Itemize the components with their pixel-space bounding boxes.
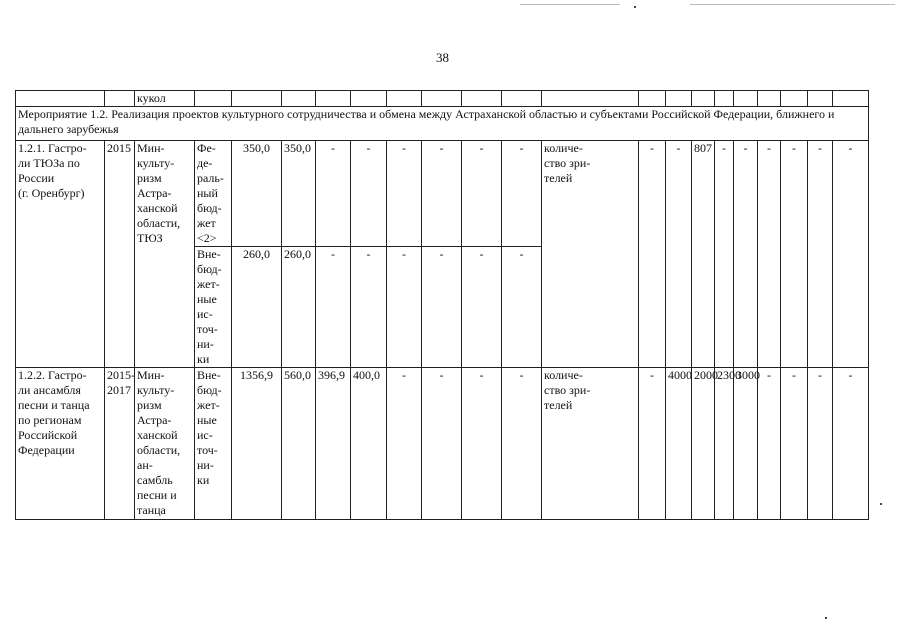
funding-total: 350,0 (232, 141, 282, 247)
target-value: - (734, 141, 758, 368)
target-value: - (833, 368, 869, 520)
target-value: - (808, 141, 833, 368)
funding-source: Вне- бюд- жет- ные ис- точ- ни- ки (195, 368, 232, 520)
funding-year-value: - (422, 247, 462, 368)
funding-year-value: 350,0 (282, 141, 316, 247)
indicator-name: количе- ство зри- телей (542, 141, 639, 368)
target-value: - (833, 141, 869, 368)
funding-year-value: - (351, 247, 387, 368)
funding-year-value: 260,0 (282, 247, 316, 368)
funding-year-value: 400,0 (351, 368, 387, 520)
funding-year-value: - (422, 368, 462, 520)
target-value: - (808, 368, 833, 520)
target-value: 2300 (715, 368, 734, 520)
scan-speck (825, 617, 827, 619)
target-value: - (781, 368, 808, 520)
funding-source: Фе- де- раль- ный бюд- жет <2> (195, 141, 232, 247)
target-value: 2000 (692, 368, 715, 520)
scan-edge-line (520, 4, 620, 5)
target-value: - (758, 368, 781, 520)
funding-year-value: - (462, 141, 502, 247)
funding-year-value: - (422, 141, 462, 247)
indicator-name: количе- ство зри- телей (542, 368, 639, 520)
activity-title: 1.2.1. Гастро- ли ТЮЗа по России (г. Оренбург) (16, 141, 105, 368)
scan-speck (634, 6, 636, 8)
funding-year-value: - (387, 247, 422, 368)
scan-speck (880, 503, 882, 505)
funding-year-value: - (351, 141, 387, 247)
funding-source: Вне- бюд- жет- ные ис- точ- ни- ки (195, 247, 232, 368)
activity-years: 2015- 2017 (105, 368, 135, 520)
funding-year-value: - (462, 368, 502, 520)
funding-year-value: - (316, 247, 351, 368)
target-value: - (758, 141, 781, 368)
funding-total: 1356,9 (232, 368, 282, 520)
target-value: 807 (692, 141, 715, 368)
target-value: - (715, 141, 734, 368)
funding-total: 260,0 (232, 247, 282, 368)
target-value: - (666, 141, 692, 368)
target-value: 3000 (734, 368, 758, 520)
page-number: 38 (436, 50, 449, 65)
section-header: Мероприятие 1.2. Реализация проектов культурного сотрудничества и обмена между Астраханской областью и субъектами Российской Федерации, ближнего и дальнего зарубежья (16, 107, 869, 141)
activity-executor: Мин- культу- ризм Астра- ханской области, ТЮЗ (135, 141, 195, 368)
scan-edge-line (690, 4, 895, 5)
funding-year-value: - (387, 368, 422, 520)
target-value: - (639, 141, 666, 368)
table-row (16, 141, 869, 247)
funding-year-value: 396,9 (316, 368, 351, 520)
carry-over-row (16, 91, 869, 107)
funding-year-value: - (502, 141, 542, 247)
funding-year-value: 560,0 (282, 368, 316, 520)
target-value: 4000 (666, 368, 692, 520)
section-header-row (16, 107, 869, 141)
funding-year-value: - (502, 247, 542, 368)
funding-year-value: - (316, 141, 351, 247)
funding-year-value: - (502, 368, 542, 520)
funding-year-value: - (387, 141, 422, 247)
activity-years: 2015 (105, 141, 135, 368)
table-row (16, 368, 869, 520)
target-value: - (781, 141, 808, 368)
target-value: - (639, 368, 666, 520)
funding-year-value: - (462, 247, 502, 368)
carry-over-text: кукол (135, 91, 195, 107)
program-table (15, 90, 869, 520)
activity-title: 1.2.2. Гастро- ли ансамбля песни и танца по регионам Российской Федерации (16, 368, 105, 520)
activity-executor: Мин- культу- ризм Астра- ханской области, ан- самбль песни и танца (135, 368, 195, 520)
